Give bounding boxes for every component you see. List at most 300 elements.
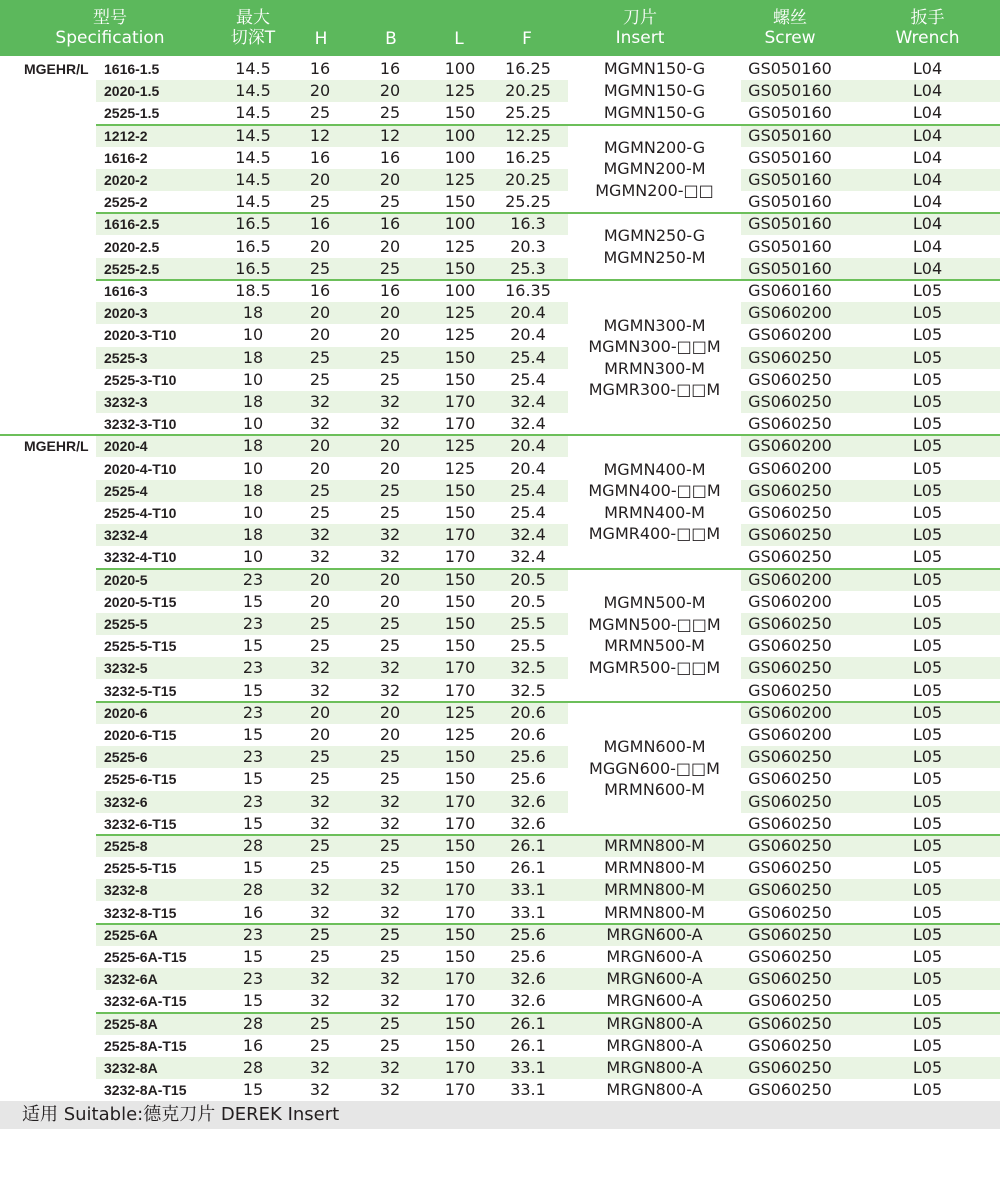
cell-l: 150	[444, 258, 476, 278]
table-row	[0, 80, 1000, 102]
table-header	[0, 0, 1000, 56]
insert-model: MGMN250-M	[603, 247, 706, 267]
cell-insert: MRMN800-M	[604, 858, 705, 878]
cell-screw: GS060250	[748, 347, 832, 367]
cell-h: 25	[309, 369, 331, 389]
cell-screw: GS060250	[748, 1080, 832, 1100]
cell-t: 10	[242, 414, 264, 434]
cell-h: 25	[309, 258, 331, 278]
cell-wrench: L05	[912, 525, 943, 545]
insert-lines	[568, 80, 741, 102]
series-prefix: MGEHR/L	[24, 61, 89, 77]
cell-f: 25.6	[510, 947, 546, 966]
cell-b: 25	[379, 192, 401, 212]
cell-wrench: L05	[912, 658, 943, 678]
cell-specification: 2020-5	[104, 571, 148, 588]
cell-t: 16.5	[235, 236, 271, 256]
cell-l: 100	[444, 125, 476, 145]
cell-insert: MRGN800-A	[606, 1080, 703, 1100]
cell-l: 170	[444, 414, 476, 434]
cell-h: 32	[309, 1058, 331, 1077]
cell-l: 170	[444, 880, 476, 900]
cell-wrench: L05	[912, 769, 943, 789]
cell-wrench: L05	[912, 969, 943, 989]
cell-f: 25.25	[505, 103, 551, 123]
cell-specification: 2020-2	[104, 172, 148, 188]
cell-specification: 2020-4	[104, 438, 148, 455]
insert-lines	[568, 102, 741, 124]
insert-group	[568, 80, 741, 102]
cell-screw: GS060200	[748, 325, 832, 345]
cell-t: 15	[242, 725, 264, 744]
cell-b: 32	[379, 1058, 401, 1077]
cell-b: 25	[379, 924, 401, 944]
cell-l: 170	[444, 680, 476, 700]
cell-b: 32	[379, 791, 401, 811]
cell-screw: GS050160	[748, 236, 832, 256]
cell-h: 25	[309, 503, 331, 522]
cell-wrench: L05	[912, 480, 943, 500]
cell-f: 25.4	[510, 503, 546, 522]
cell-h: 20	[309, 81, 331, 101]
cell-t: 10	[242, 325, 264, 345]
cell-f: 20.4	[510, 303, 546, 323]
cell-t: 18.5	[235, 281, 271, 300]
cell-b: 25	[379, 369, 401, 389]
cell-l: 150	[444, 569, 476, 589]
cell-specification: 3232-3	[104, 394, 148, 410]
insert-model: MGMN500-M	[603, 593, 706, 613]
table-row	[0, 902, 1000, 924]
cell-b: 20	[379, 236, 401, 256]
insert-model: MGMN200-M	[603, 159, 706, 179]
insert-group	[568, 58, 741, 80]
cell-wrench: L05	[912, 303, 943, 323]
cell-b: 25	[379, 503, 401, 522]
cell-wrench: L05	[912, 836, 943, 855]
cell-wrench: L04	[912, 59, 943, 78]
cell-specification: 2525-3	[104, 349, 148, 366]
cell-f: 20.25	[505, 81, 551, 101]
table-row	[0, 724, 1000, 746]
cell-b: 32	[379, 658, 401, 678]
cell-l: 125	[444, 725, 476, 744]
cell-t: 14.5	[235, 192, 271, 212]
cell-specification: 2020-6	[104, 704, 148, 721]
cell-l: 125	[444, 81, 476, 101]
insert-model: MGMN200-□□	[595, 180, 714, 200]
insert-group	[568, 702, 741, 835]
cell-l: 150	[444, 1013, 476, 1033]
insert-lines	[568, 459, 741, 545]
cell-b: 32	[379, 880, 401, 900]
cell-h: 16	[309, 214, 331, 234]
cell-specification: 2525-6A	[104, 926, 158, 943]
table-row	[0, 768, 1000, 790]
cell-f: 26.1	[510, 836, 546, 855]
cell-l: 150	[444, 369, 476, 389]
cell-insert: MRMN800-M	[604, 836, 705, 855]
cell-f: 20.4	[510, 458, 546, 478]
cell-specification: 3232-6A	[104, 971, 158, 988]
table-row	[0, 613, 1000, 635]
cell-t: 10	[242, 458, 264, 478]
insert-model: MGGN600-□□M	[589, 758, 720, 778]
insert-lines	[568, 315, 741, 401]
cell-h: 20	[309, 569, 331, 589]
cell-specification: 2525-6A-T15	[104, 949, 187, 965]
cell-b: 16	[379, 59, 401, 78]
cell-screw: GS060200	[748, 458, 832, 478]
table-row	[0, 1057, 1000, 1079]
table-row	[0, 635, 1000, 657]
cell-wrench: L05	[912, 569, 943, 589]
insert-lines	[568, 137, 741, 202]
cell-f: 32.4	[510, 547, 546, 567]
cell-f: 20.4	[510, 436, 546, 456]
cell-b: 20	[379, 170, 401, 189]
cell-screw: GS060250	[748, 636, 832, 656]
cell-insert: MRGN600-A	[606, 969, 703, 989]
header-b-label: B	[385, 29, 397, 49]
cell-b: 25	[379, 769, 401, 789]
group-separator	[96, 701, 1000, 703]
cell-wrench: L05	[912, 347, 943, 367]
cell-wrench: L05	[912, 325, 943, 345]
insert-model: MGMN300-M	[603, 315, 706, 335]
cell-t: 16.5	[235, 258, 271, 278]
cell-t: 15	[242, 858, 264, 878]
cell-f: 32.5	[510, 680, 546, 700]
cell-l: 150	[444, 192, 476, 212]
header-h-label: H	[314, 29, 328, 49]
table-row	[0, 480, 1000, 502]
cell-l: 150	[444, 480, 476, 500]
table-row	[0, 391, 1000, 413]
table-row	[0, 569, 1000, 591]
cell-screw: GS050160	[748, 192, 832, 212]
cell-h: 25	[309, 858, 331, 878]
group-separator	[96, 124, 1000, 126]
cell-wrench: L04	[912, 147, 943, 167]
cell-l: 150	[444, 858, 476, 878]
cell-b: 32	[379, 525, 401, 545]
cell-t: 28	[242, 836, 264, 855]
header-insert-en: Insert	[615, 28, 665, 48]
cell-h: 20	[309, 702, 331, 722]
cell-t: 14.5	[235, 125, 271, 145]
cell-specification: 3232-6-T15	[104, 815, 177, 832]
cell-f: 32.6	[510, 813, 546, 833]
cell-h: 12	[309, 125, 331, 145]
cell-insert: MRGN600-A	[606, 924, 703, 944]
cell-screw: GS060250	[748, 991, 832, 1011]
cell-b: 25	[379, 1013, 401, 1033]
cell-wrench: L05	[912, 369, 943, 389]
cell-b: 16	[379, 281, 401, 300]
insert-model: MGMN300-□□M	[588, 337, 721, 357]
cell-screw: GS050160	[748, 125, 832, 145]
insert-group	[568, 569, 741, 702]
cell-specification: 2525-8A	[104, 1015, 158, 1032]
table-row	[0, 458, 1000, 480]
cell-t: 15	[242, 813, 264, 833]
table-row	[0, 791, 1000, 813]
insert-model: MRMN300-M	[604, 358, 705, 378]
insert-model: MGMN150-G	[603, 81, 706, 101]
cell-f: 16.25	[505, 59, 551, 78]
cell-screw: GS060200	[748, 436, 832, 456]
cell-b: 25	[379, 347, 401, 367]
cell-h: 32	[309, 680, 331, 700]
cell-screw: GS060250	[748, 547, 832, 567]
cell-f: 32.6	[510, 791, 546, 811]
cell-screw: GS050160	[748, 170, 832, 189]
cell-specification: 2525-5-T15	[104, 860, 177, 877]
cell-t: 15	[242, 1080, 264, 1100]
cell-specification: 2020-3	[104, 305, 148, 322]
cell-wrench: L05	[912, 392, 943, 411]
insert-group	[568, 213, 741, 280]
cell-specification: 3232-8	[104, 882, 148, 899]
cell-specification: 3232-5-T15	[104, 682, 177, 699]
table-row	[0, 280, 1000, 302]
cell-h: 25	[309, 480, 331, 500]
cell-specification: 2020-5-T15	[104, 593, 177, 610]
cell-t: 23	[242, 569, 264, 589]
cell-b: 32	[379, 414, 401, 434]
cell-b: 25	[379, 747, 401, 767]
cell-f: 25.6	[510, 747, 546, 767]
cell-wrench: L05	[912, 436, 943, 456]
cell-screw: GS050160	[748, 81, 832, 101]
cell-screw: GS060200	[748, 725, 832, 744]
cell-f: 16.25	[505, 147, 551, 167]
cell-specification: 3232-4-T10	[104, 549, 177, 566]
cell-h: 25	[309, 747, 331, 767]
cell-wrench: L04	[912, 236, 943, 256]
cell-h: 25	[309, 924, 331, 944]
cell-b: 32	[379, 1080, 401, 1100]
cell-b: 20	[379, 436, 401, 456]
cell-wrench: L04	[912, 170, 943, 189]
table-row	[0, 1079, 1000, 1101]
cell-wrench: L05	[912, 414, 943, 434]
insert-model: MGMN150-G	[603, 59, 706, 79]
cell-l: 170	[444, 1058, 476, 1077]
insert-model: MGMR500-□□M	[588, 657, 721, 677]
cell-wrench: L05	[912, 614, 943, 633]
cell-specification: 3232-5	[104, 660, 148, 677]
cell-h: 20	[309, 725, 331, 744]
insert-group	[568, 125, 741, 214]
cell-screw: GS060250	[748, 858, 832, 878]
group-separator	[96, 834, 1000, 836]
cell-specification: 2525-8A-T15	[104, 1037, 187, 1054]
table-row	[0, 347, 1000, 369]
cell-wrench: L05	[912, 1035, 943, 1055]
table-row	[0, 502, 1000, 524]
cell-screw: GS060250	[748, 1058, 832, 1077]
cell-b: 20	[379, 725, 401, 744]
cell-wrench: L05	[912, 1080, 943, 1100]
table-row	[0, 102, 1000, 124]
insert-model: MGMN600-M	[603, 737, 706, 757]
cell-f: 16.35	[505, 281, 551, 300]
cell-insert: MRGN800-A	[606, 1058, 703, 1077]
cell-screw: GS050160	[748, 214, 832, 234]
cell-specification: 2525-5	[104, 616, 148, 632]
cell-wrench: L05	[912, 880, 943, 900]
cell-l: 150	[444, 924, 476, 944]
cell-l: 150	[444, 636, 476, 656]
cell-b: 25	[379, 258, 401, 278]
cell-specification: 3232-8A	[104, 1060, 158, 1076]
cell-t: 15	[242, 947, 264, 966]
cell-l: 100	[444, 59, 476, 78]
footer-text: 适用 Suitable:德克刀片 DEREK Insert	[22, 1104, 340, 1125]
cell-f: 16.3	[510, 214, 546, 234]
cell-t: 23	[242, 969, 264, 989]
cell-h: 16	[309, 147, 331, 167]
cell-specification: 1616-3	[104, 283, 148, 299]
cell-b: 20	[379, 81, 401, 101]
cell-f: 25.6	[510, 769, 546, 789]
group-separator	[96, 212, 1000, 214]
cell-h: 32	[309, 791, 331, 811]
cell-b: 32	[379, 547, 401, 567]
cell-l: 125	[444, 236, 476, 256]
header-screw	[730, 0, 850, 56]
cell-t: 16.5	[235, 214, 271, 234]
cell-specification: 1616-2.5	[104, 216, 160, 233]
insert-model: MGMR300-□□M	[588, 380, 721, 400]
table-row	[0, 946, 1000, 968]
insert-model: MGMN200-G	[603, 137, 706, 157]
cell-h: 32	[309, 991, 331, 1011]
cell-h: 25	[309, 614, 331, 633]
insert-group	[568, 280, 741, 435]
cell-specification: 3232-4	[104, 527, 148, 544]
cell-f: 25.5	[510, 636, 546, 656]
cell-specification: 2525-6	[104, 749, 148, 766]
table-row	[0, 813, 1000, 835]
table-row	[0, 968, 1000, 990]
cell-t: 23	[242, 658, 264, 678]
cell-f: 25.4	[510, 347, 546, 367]
footer-note	[0, 1101, 1000, 1129]
cell-insert: MRMN800-M	[604, 902, 705, 922]
insert-model: MGMN400-□□M	[588, 481, 721, 501]
table-row	[0, 147, 1000, 169]
header-specification	[20, 0, 200, 56]
cell-l: 150	[444, 836, 476, 855]
cell-b: 20	[379, 569, 401, 589]
cell-h: 25	[309, 636, 331, 656]
cell-t: 10	[242, 369, 264, 389]
cell-f: 12.25	[505, 125, 551, 145]
table-row	[0, 990, 1000, 1012]
header-wrench-en: Wrench	[895, 28, 960, 48]
insert-lines	[568, 736, 741, 801]
cell-wrench: L05	[912, 791, 943, 811]
cell-h: 25	[309, 1035, 331, 1055]
cell-f: 20.3	[510, 236, 546, 256]
cell-f: 33.1	[510, 1058, 546, 1077]
table-row	[0, 657, 1000, 679]
cell-t: 14.5	[235, 59, 271, 78]
cell-b: 25	[379, 103, 401, 123]
cell-screw: GS060250	[748, 414, 832, 434]
cell-wrench: L04	[912, 81, 943, 101]
cell-f: 25.25	[505, 192, 551, 212]
cell-screw: GS060250	[748, 813, 832, 833]
cell-wrench: L05	[912, 547, 943, 567]
header-max-depth	[218, 0, 288, 56]
cell-screw: GS060250	[748, 924, 832, 944]
cell-l: 150	[444, 103, 476, 123]
group-separator	[0, 434, 1000, 436]
insert-model: MGMN150-G	[603, 103, 706, 123]
cell-screw: GS060250	[748, 969, 832, 989]
cell-screw: GS060250	[748, 525, 832, 545]
group-separator	[96, 279, 1000, 281]
cell-specification: 3232-8-T15	[104, 904, 177, 921]
cell-specification: 1212-2	[104, 127, 148, 144]
cell-b: 25	[379, 836, 401, 855]
cell-wrench: L04	[912, 125, 943, 145]
group-separator	[96, 923, 1000, 925]
insert-model: MGMN250-G	[603, 226, 706, 246]
cell-b: 20	[379, 325, 401, 345]
cell-f: 20.25	[505, 170, 551, 189]
cell-screw: GS060250	[748, 769, 832, 789]
cell-wrench: L05	[912, 924, 943, 944]
cell-h: 25	[309, 836, 331, 855]
cell-screw: GS060250	[748, 902, 832, 922]
header-f-label: F	[522, 29, 532, 49]
cell-specification: 2525-3-T10	[104, 371, 177, 388]
cell-t: 15	[242, 591, 264, 611]
cell-screw: GS060250	[748, 392, 832, 411]
table-row	[0, 680, 1000, 702]
cell-h: 32	[309, 547, 331, 567]
cell-h: 16	[309, 281, 331, 300]
cell-specification: 2020-1.5	[104, 83, 160, 100]
header-spec-en: Specification	[55, 28, 165, 48]
cell-b: 20	[379, 303, 401, 323]
cell-f: 25.6	[510, 924, 546, 944]
cell-b: 20	[379, 591, 401, 611]
cell-f: 26.1	[510, 858, 546, 878]
cell-l: 150	[444, 503, 476, 522]
cell-specification: 3232-3-T10	[104, 416, 177, 433]
cell-screw: GS050160	[748, 258, 832, 278]
cell-f: 32.6	[510, 991, 546, 1011]
cell-h: 16	[309, 59, 331, 78]
cell-b: 20	[379, 702, 401, 722]
cell-screw: GS060250	[748, 836, 832, 855]
cell-t: 18	[242, 392, 264, 411]
table-row	[0, 213, 1000, 235]
cell-h: 25	[309, 947, 331, 966]
cell-f: 32.4	[510, 525, 546, 545]
table-row	[0, 924, 1000, 946]
cell-b: 25	[379, 947, 401, 966]
header-insert-cn: 刀片	[623, 8, 657, 28]
cell-t: 15	[242, 680, 264, 700]
table-row	[0, 413, 1000, 435]
